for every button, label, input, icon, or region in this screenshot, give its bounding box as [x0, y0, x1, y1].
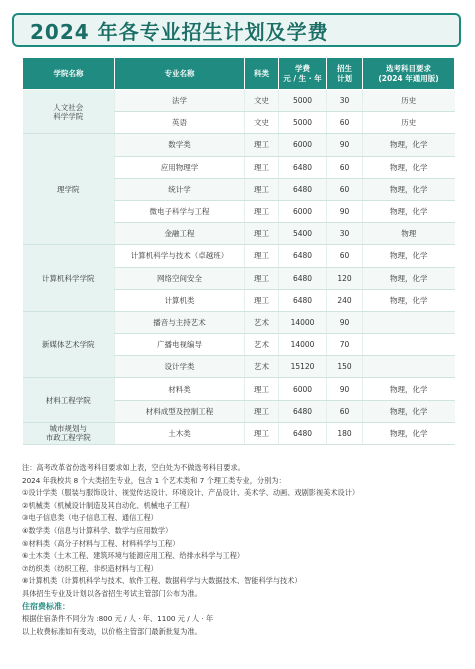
header-major: 专业名称 — [115, 58, 245, 90]
major-cell: 计算机科学与技术（卓越班） — [115, 245, 245, 267]
subjects-cell: 物理，化学 — [363, 289, 455, 311]
note-line: 注：高考改革省份选考科目要求如上表，空白处为不做选考科目要求。 — [22, 463, 245, 472]
subjects-cell — [363, 311, 455, 333]
subjects-cell: 物理，化学 — [363, 245, 455, 267]
major-cell: 微电子科学与工程 — [115, 200, 245, 222]
subjects-cell: 物理，化学 — [363, 134, 455, 156]
plan-cell: 70 — [327, 334, 363, 356]
major-cell: 金融工程 — [115, 223, 245, 245]
fee-line: 以上收费标准如有变动，以价格主管部门最新批复为准。 — [22, 626, 202, 636]
plan-cell: 30 — [327, 223, 363, 245]
category-cell: 理工 — [245, 378, 279, 400]
fee-cell: 6480 — [279, 267, 327, 289]
subjects-cell: 物理，化学 — [363, 156, 455, 178]
fee-cell: 6000 — [279, 378, 327, 400]
subjects-cell: 历史 — [363, 90, 455, 112]
major-cell: 设计学类 — [115, 356, 245, 378]
table-header-row — [23, 58, 455, 90]
major-cell: 应用物理学 — [115, 156, 245, 178]
fee-line: 根据住宿条件不同分为 :800 元 / 人 · 年、1100 元 / 人 · 年 — [22, 614, 214, 624]
major-cell: 播音与主持艺术 — [115, 311, 245, 333]
table-row — [23, 245, 455, 267]
table-row — [23, 378, 455, 400]
school-name-cell: 新媒体艺术学院 — [23, 311, 115, 378]
header-fee: 学费 元 / 生 · 年 — [279, 58, 327, 90]
note-line: ⑦纺织类（纺织工程、非织造材料与工程） — [22, 563, 158, 573]
major-cell: 广播电视编导 — [115, 334, 245, 356]
category-cell: 理工 — [245, 134, 279, 156]
fee-cell: 6480 — [279, 245, 327, 267]
plan-cell: 90 — [327, 200, 363, 222]
school-name-cell: 计算机科学学院 — [23, 245, 115, 312]
major-cell: 材料成型及控制工程 — [115, 400, 245, 422]
subjects-cell: 物理 — [363, 223, 455, 245]
subjects-cell: 物理，化学 — [363, 422, 455, 444]
fee-cell: 6480 — [279, 400, 327, 422]
major-cell: 材料类 — [115, 378, 245, 400]
category-cell: 理工 — [245, 422, 279, 444]
category-cell: 文史 — [245, 112, 279, 134]
category-cell: 理工 — [245, 223, 279, 245]
fee-cell: 14000 — [279, 334, 327, 356]
plan-cell: 60 — [327, 156, 363, 178]
fee-cell: 14000 — [279, 311, 327, 333]
table-body — [23, 90, 455, 445]
plan-cell: 90 — [327, 134, 363, 156]
plan-cell: 30 — [327, 90, 363, 112]
major-cell: 统计学 — [115, 178, 245, 200]
category-cell: 理工 — [245, 245, 279, 267]
major-cell: 法学 — [115, 90, 245, 112]
header-subjects: 选考科目要求 (2024 年通用版) — [363, 58, 455, 90]
subjects-cell — [363, 334, 455, 356]
plan-cell: 60 — [327, 245, 363, 267]
major-cell: 网络空间安全 — [115, 267, 245, 289]
plan-cell: 60 — [327, 178, 363, 200]
fee-cell: 6000 — [279, 200, 327, 222]
category-cell: 理工 — [245, 400, 279, 422]
subjects-cell: 物理，化学 — [363, 400, 455, 422]
major-cell: 土木类 — [115, 422, 245, 444]
category-cell: 文史 — [245, 90, 279, 112]
plan-cell: 180 — [327, 422, 363, 444]
note-line: 2024 年我校共 8 个大类招生专业，包含 1 个艺术类和 7 个理工类专业，分别为： — [22, 475, 286, 485]
subjects-cell: 物理，化学 — [363, 267, 455, 289]
plan-cell: 90 — [327, 311, 363, 333]
fee-cell: 6480 — [279, 422, 327, 444]
fee-cell: 15120 — [279, 356, 327, 378]
note-line: 具体招生专业及计划以各省招生考试主管部门公布为准。 — [22, 588, 202, 598]
subjects-cell: 物理，化学 — [363, 200, 455, 222]
fee-lines — [22, 613, 462, 638]
fee-cell: 6480 — [279, 289, 327, 311]
notes-list — [22, 462, 462, 601]
note-line: ⑤材料类（高分子材料与工程、材料科学与工程） — [22, 538, 180, 548]
fee-cell: 6480 — [279, 178, 327, 200]
fee-cell: 5000 — [279, 90, 327, 112]
category-cell: 艺术 — [245, 334, 279, 356]
plan-cell: 60 — [327, 400, 363, 422]
major-cell: 英语 — [115, 112, 245, 134]
category-cell: 理工 — [245, 267, 279, 289]
fee-cell: 6480 — [279, 156, 327, 178]
plan-cell: 90 — [327, 378, 363, 400]
subjects-cell: 历史 — [363, 112, 455, 134]
plan-cell: 240 — [327, 289, 363, 311]
subjects-cell: 物理，化学 — [363, 378, 455, 400]
category-cell: 理工 — [245, 289, 279, 311]
header-plan: 招生 计划 — [327, 58, 363, 90]
school-name-cell: 城市规划与 市政工程学院 — [23, 422, 115, 444]
note-line: ⑥土木类（土木工程、建筑环境与能源应用工程、给排水科学与工程） — [22, 551, 245, 561]
major-cell: 计算机类 — [115, 289, 245, 311]
category-cell: 理工 — [245, 178, 279, 200]
note-line: ⑧计算机类（计算机科学与技术、软件工程、数据科学与大数据技术、智能科学与技术） — [22, 576, 302, 586]
category-cell: 艺术 — [245, 356, 279, 378]
school-name-cell: 理学院 — [23, 134, 115, 245]
fee-cell: 5000 — [279, 112, 327, 134]
table-row — [23, 422, 455, 444]
category-cell: 理工 — [245, 156, 279, 178]
note-line: ①设计学类（服装与服饰设计、视觉传达设计、环境设计、产品设计、美术学、动画、戏剧影视美术设计） — [22, 488, 360, 498]
plan-cell: 60 — [327, 112, 363, 134]
fee-cell: 6000 — [279, 134, 327, 156]
subjects-cell — [363, 356, 455, 378]
notes-section — [22, 462, 462, 638]
table-row — [23, 134, 455, 156]
table-row — [23, 90, 455, 112]
category-cell: 艺术 — [245, 311, 279, 333]
page-title: 2024 年各专业招生计划及学费 — [12, 13, 461, 47]
header-school: 学院名称 — [23, 58, 115, 90]
table-row — [23, 311, 455, 333]
school-name-cell: 人文社会 科学学院 — [23, 90, 115, 134]
header-category: 科类 — [245, 58, 279, 90]
subjects-cell: 物理，化学 — [363, 178, 455, 200]
category-cell: 理工 — [245, 200, 279, 222]
plan-cell: 120 — [327, 267, 363, 289]
note-line: ③电子信息类（电子信息工程、通信工程） — [22, 513, 158, 523]
plan-cell: 150 — [327, 356, 363, 378]
fee-heading: 住宿费标准： — [22, 601, 70, 611]
admission-plan-table — [22, 57, 455, 445]
major-cell: 数学类 — [115, 134, 245, 156]
note-line: ④数学类（信息与计算科学、数学与应用数学） — [22, 525, 173, 535]
note-line: ②机械类（机械设计制造及其自动化、机械电子工程） — [22, 500, 194, 510]
fee-cell: 5400 — [279, 223, 327, 245]
school-name-cell: 材料工程学院 — [23, 378, 115, 422]
